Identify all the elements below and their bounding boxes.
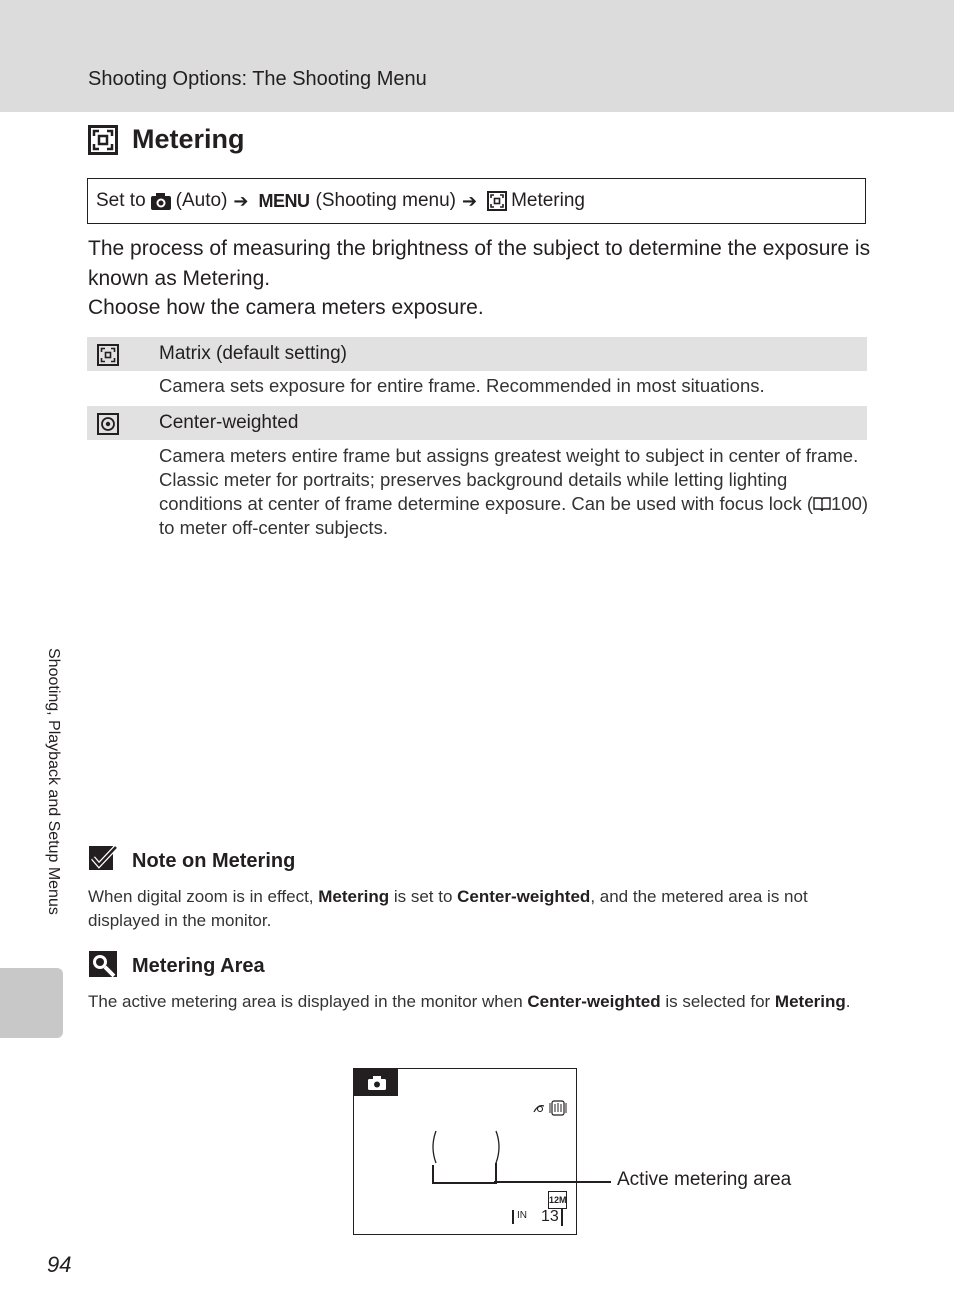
note-metering-body xyxy=(88,885,858,933)
page-title-row xyxy=(88,124,245,155)
image-mode-indicator xyxy=(548,1191,567,1209)
metering-area-brackets-icon xyxy=(428,1127,508,1197)
intro-line-2: Choose how the camera meters exposure. xyxy=(88,296,484,319)
nav-mode-label: (Auto) xyxy=(175,190,228,211)
note-text: , and the metered area is not displayed in the monitor. xyxy=(88,887,808,930)
center-weighted-icon xyxy=(97,413,119,435)
note-bold-text: Center-weighted xyxy=(527,992,661,1011)
memory-indicator xyxy=(512,1210,527,1224)
monitor-illustration xyxy=(353,1068,577,1235)
note-text: The active metering area is displayed in the monitor when xyxy=(88,992,528,1011)
intro-line-1: The process of measuring the brightness of the subject to determine the exposure is known as Metering. xyxy=(88,237,871,290)
option-row-center-weighted xyxy=(87,406,867,440)
option-label-center-weighted: Center-weighted xyxy=(159,412,299,433)
matrix-metering-icon xyxy=(88,125,118,155)
matrix-metering-icon xyxy=(97,344,119,366)
option-desc-center-weighted xyxy=(159,444,871,540)
image-mode-value: 12M xyxy=(549,1195,567,1205)
navigation-path xyxy=(87,178,866,224)
callout-line xyxy=(494,1181,611,1183)
option-desc-center-weighted-end: ) to meter off-center subjects. xyxy=(159,493,869,538)
header-band xyxy=(0,0,954,112)
note-text: is selected for xyxy=(660,992,775,1011)
note-metering-title: Note on Metering xyxy=(132,849,296,872)
option-desc-matrix: Camera sets exposure for entire frame. Recommended in most situations. xyxy=(159,375,765,396)
shooting-mode-indicator xyxy=(354,1069,398,1096)
side-section-tab xyxy=(0,968,63,1038)
shots-remaining xyxy=(541,1208,563,1226)
note-area-title: Metering Area xyxy=(132,954,265,977)
option-desc-center-weighted-text: Camera meters entire frame but assigns greatest weight to subject in center of frame. Classic meter for portraits; preserves background details while letting lighting conditions at center of frame determine exposure. Can be used with focus lock ( xyxy=(159,445,859,514)
nav-item-label: Metering xyxy=(511,190,585,211)
option-row-matrix xyxy=(87,337,867,371)
shots-remaining-value: 13 xyxy=(541,1208,559,1225)
memory-indicator-text: IN xyxy=(517,1210,527,1221)
magnifier-note-icon xyxy=(88,950,120,982)
checkmark-note-icon xyxy=(88,845,120,877)
note-bold-text: Metering xyxy=(774,992,846,1011)
arrow-right-icon: ➔ xyxy=(461,190,478,211)
note-area-body xyxy=(88,990,858,1014)
note-text: is set to xyxy=(389,887,458,906)
option-desc-page-ref: 100 xyxy=(831,493,862,514)
matrix-metering-icon xyxy=(487,191,507,211)
intro-text xyxy=(88,234,878,323)
callout-label: Active metering area xyxy=(617,1169,792,1190)
note-bold-text: Metering xyxy=(318,887,390,906)
note-text: When digital zoom is in effect, xyxy=(88,887,319,906)
page-title: Metering xyxy=(132,124,245,154)
note-text: . xyxy=(845,992,851,1011)
menu-button-label: MENU xyxy=(258,190,310,211)
nav-menu-label: (Shooting menu) xyxy=(315,190,456,211)
arrow-right-icon: ➔ xyxy=(233,190,249,211)
header-title: Shooting Options: The Shooting Menu xyxy=(88,68,427,90)
option-label-matrix: Matrix (default setting) xyxy=(159,343,347,364)
camera-icon xyxy=(367,1075,387,1091)
vibration-reduction-icon xyxy=(530,1098,568,1118)
note-area-heading xyxy=(88,950,265,982)
note-metering-heading xyxy=(88,845,295,877)
side-section-label: Shooting, Playback and Setup Menus xyxy=(45,648,62,915)
camera-icon xyxy=(150,192,172,211)
nav-set-to: Set to xyxy=(96,190,146,211)
page-reference-icon xyxy=(813,496,831,512)
page-number: 94 xyxy=(47,1252,72,1277)
note-bold-text: Center-weighted xyxy=(457,887,591,906)
